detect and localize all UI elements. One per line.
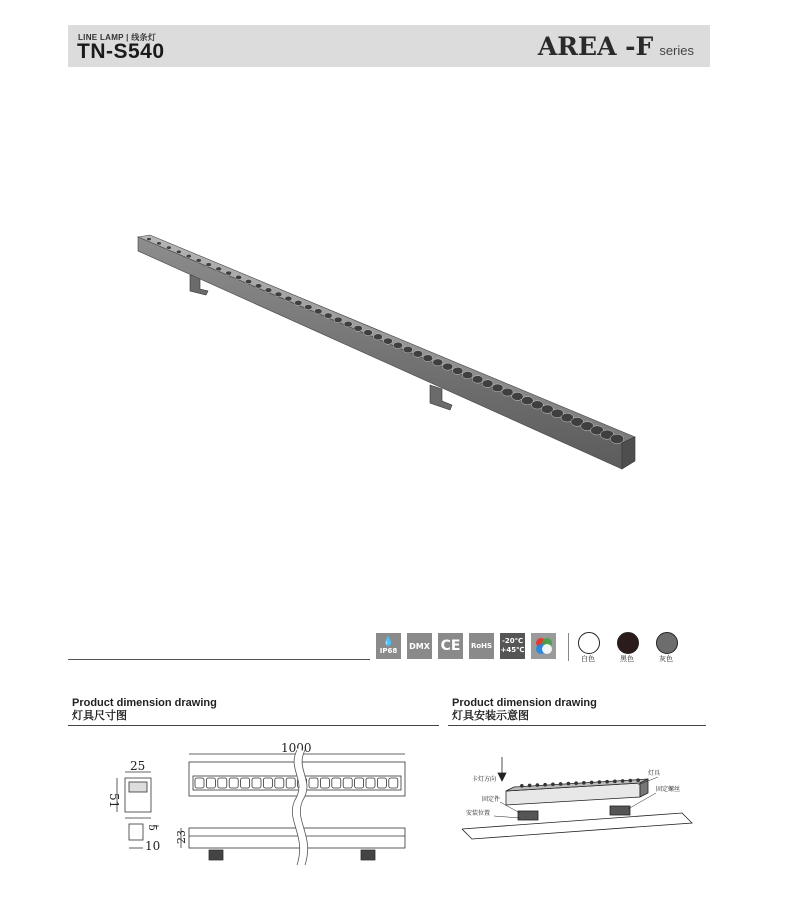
led-lens xyxy=(462,371,473,378)
install-lens xyxy=(582,781,586,785)
led-lens xyxy=(403,346,412,353)
led-lens xyxy=(314,309,322,314)
ip68-label: IP68 xyxy=(379,647,398,655)
header-band xyxy=(68,25,710,67)
led-lens xyxy=(482,380,493,388)
dim-bar-height: 23 xyxy=(175,830,188,844)
dim-lens xyxy=(241,778,250,788)
dim-lens xyxy=(332,778,341,788)
dimension-section-rule xyxy=(68,725,439,726)
led-lens xyxy=(472,376,483,384)
rohs-icon xyxy=(469,633,494,659)
color-swatch-gray xyxy=(656,632,678,654)
install-lens xyxy=(598,780,602,784)
cross-section-view xyxy=(117,772,159,848)
install-label-screw: 固定螺丝 xyxy=(656,786,681,793)
dim-length: 1000 xyxy=(281,741,312,755)
install-label-position: 安装位置 xyxy=(466,810,491,817)
dim-lens xyxy=(343,778,352,788)
dim-bracket-w: 10 xyxy=(145,839,161,853)
led-lens xyxy=(433,359,443,366)
series-title xyxy=(538,32,694,61)
led-lens xyxy=(452,367,462,374)
led-lens xyxy=(492,384,503,392)
led-lens xyxy=(393,342,402,349)
led-lens xyxy=(235,275,241,279)
mounting-surface xyxy=(462,813,692,839)
dim-lens xyxy=(218,778,227,788)
dim-lens xyxy=(286,778,295,788)
install-section-rule xyxy=(448,725,706,726)
led-lens xyxy=(255,284,262,289)
color-label-white: 白色 xyxy=(581,655,595,663)
product-category: LINE LAMP | 线条灯 xyxy=(78,33,157,42)
install-lens xyxy=(551,783,555,787)
install-label-bracket: 固定件 xyxy=(482,796,501,803)
temp-max-label: +45℃ xyxy=(500,646,525,654)
led-lens xyxy=(610,434,624,443)
led-lens xyxy=(512,392,524,400)
led-lens xyxy=(186,254,191,258)
color-swatch-white xyxy=(578,632,600,654)
install-section-title xyxy=(452,697,597,723)
ce-icon xyxy=(438,633,463,659)
product-photo xyxy=(130,225,650,485)
install-lens xyxy=(543,783,547,787)
led-lens xyxy=(354,325,363,331)
rohs-label: RoHS xyxy=(470,642,493,650)
led-lens xyxy=(413,350,423,357)
dim-height: 51 xyxy=(107,793,121,809)
led-lens xyxy=(502,388,513,396)
series-name: AREA -F xyxy=(537,32,654,61)
led-lens xyxy=(383,338,392,344)
led-lens xyxy=(423,355,433,362)
ce-label: CE xyxy=(440,638,461,654)
led-lens xyxy=(157,242,162,245)
temperature-icon xyxy=(500,633,525,659)
install-lens xyxy=(559,782,563,786)
install-lens xyxy=(613,780,617,784)
temp-min-label: -20℃ xyxy=(501,637,524,645)
install-lens xyxy=(605,780,609,784)
dim-lens xyxy=(309,778,318,788)
led-lens xyxy=(374,334,383,340)
install-lens xyxy=(520,784,524,788)
color-swatch-black xyxy=(617,632,639,654)
dim-lens xyxy=(366,778,375,788)
led-lens xyxy=(344,321,352,327)
dimension-title-cn: 灯具尺寸图 xyxy=(72,710,127,722)
dim-lens xyxy=(195,778,204,788)
led-lens xyxy=(295,300,302,305)
led-lens xyxy=(305,304,313,309)
direction-arrow-icon xyxy=(498,773,506,781)
install-lens xyxy=(536,783,540,787)
led-lens xyxy=(443,363,453,370)
led-lens xyxy=(324,313,332,319)
dim-lens xyxy=(355,778,364,788)
dim-bracket-h: 5 xyxy=(146,824,159,831)
dim-lens xyxy=(377,778,386,788)
led-lens xyxy=(226,271,232,275)
dmx-icon xyxy=(407,633,432,659)
led-lens xyxy=(216,267,222,271)
dim-lens xyxy=(320,778,329,788)
dim-lens xyxy=(229,778,238,788)
led-lens xyxy=(147,238,151,241)
ip68-icon: 💧 IP68 xyxy=(376,633,401,659)
led-lens xyxy=(206,263,212,267)
dimension-title-en: Product dimension drawing xyxy=(72,697,217,709)
led-lens xyxy=(334,317,342,323)
led-lens xyxy=(285,296,292,301)
install-label-direction: 卡灯方向 xyxy=(472,776,497,783)
side-view xyxy=(181,828,405,860)
dim-lens xyxy=(389,778,398,788)
dim-lens xyxy=(275,778,284,788)
install-lens xyxy=(567,782,571,786)
led-lens xyxy=(275,292,282,297)
install-lens xyxy=(574,781,578,785)
dimension-drawing xyxy=(105,740,415,875)
install-lens xyxy=(636,778,640,782)
install-lens xyxy=(621,779,625,783)
led-lens xyxy=(265,288,272,293)
installation-drawing xyxy=(462,755,702,845)
rgb-icon xyxy=(531,633,556,659)
dim-width: 25 xyxy=(130,759,146,773)
dimension-section-title xyxy=(72,697,217,723)
series-suffix: series xyxy=(659,43,694,58)
led-lens xyxy=(245,279,251,283)
led-lens xyxy=(176,250,181,254)
install-title-cn: 灯具安装示意图 xyxy=(452,710,529,722)
dim-lens xyxy=(263,778,272,788)
install-label-lamp: 灯具 xyxy=(648,770,661,777)
dmx-label: DMX xyxy=(409,641,430,651)
model-number: TN-S540 xyxy=(77,40,165,63)
install-lens xyxy=(528,784,532,788)
dim-lens xyxy=(206,778,215,788)
color-label-gray: 灰色 xyxy=(659,655,673,663)
install-lens xyxy=(590,781,594,785)
led-lens xyxy=(166,246,171,249)
led-lens xyxy=(364,330,373,336)
section-divider xyxy=(68,659,370,660)
dim-lens xyxy=(252,778,261,788)
install-lens xyxy=(629,779,633,783)
badge-separator xyxy=(568,633,569,661)
install-title-en: Product dimension drawing xyxy=(452,697,597,709)
color-label-black: 黑色 xyxy=(620,655,634,663)
led-lens xyxy=(196,258,201,262)
